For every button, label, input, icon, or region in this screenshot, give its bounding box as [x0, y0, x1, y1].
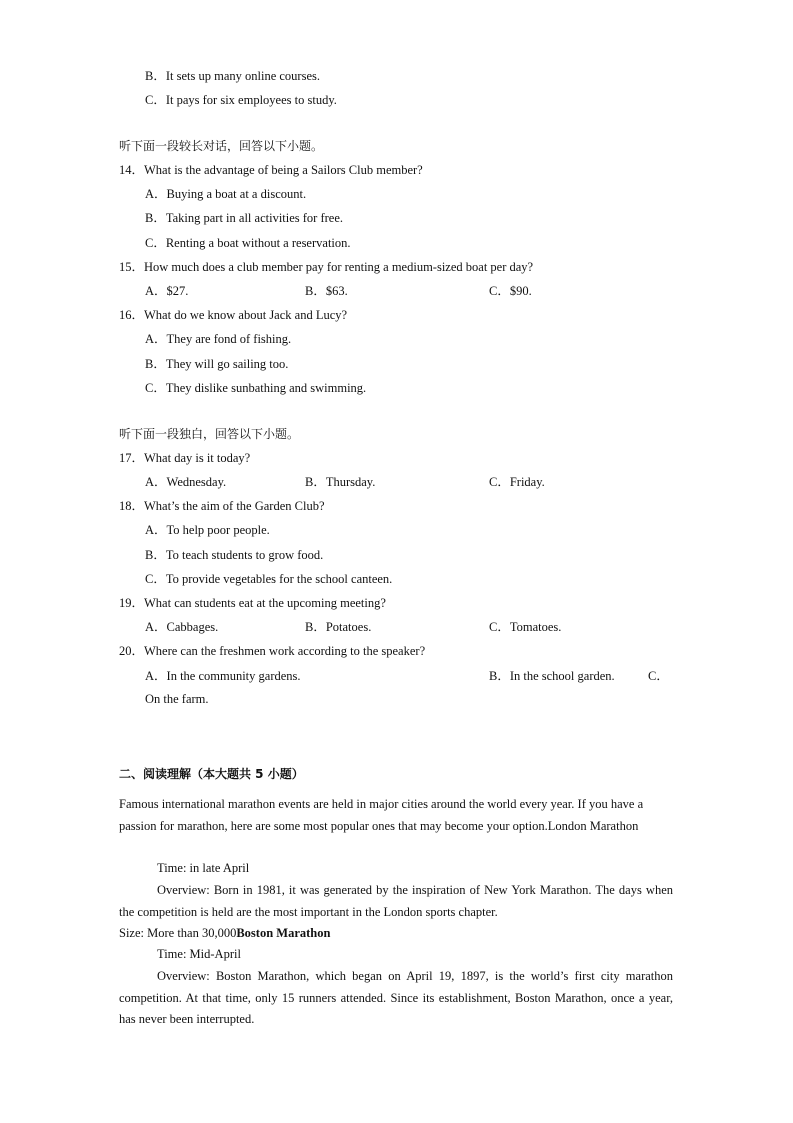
q15-option-a: A．$27.	[145, 284, 189, 298]
q19-option-b: B．Potatoes.	[305, 620, 372, 634]
q14-option-a: A．Buying a boat at a discount.	[145, 187, 307, 201]
london-size-line	[119, 923, 673, 945]
reading-intro: Famous international marathon events are held in major cities around the world every year. If you have a passion for marathon, here are some most popular ones that may become your option.	[119, 797, 644, 833]
question-19-stem: 19．What can students eat at the upcoming meeting?	[119, 596, 386, 610]
q19-option-a: A．Cabbages.	[145, 620, 219, 634]
london-size: Size: More than 30,000	[119, 926, 237, 940]
q18-option-c: C．To provide vegetables for the school canteen.	[145, 572, 393, 586]
q15-option-c: C．$90.	[489, 284, 532, 298]
q13-option-c: C．It pays for six employees to study.	[145, 93, 337, 107]
london-overview: Overview: Born in 1981, it was generated by the inspiration of New York Marathon. The days when the competition is held are the most important in the London sports chapter.	[119, 883, 673, 919]
q14-option-c: C．Renting a boat without a reservation.	[145, 236, 351, 250]
q16-option-a: A．They are fond of fishing.	[145, 332, 292, 346]
q16-option-c: C．They dislike sunbathing and swimming.	[145, 381, 367, 395]
question-14-stem: 14．What is the advantage of being a Sailors Club member?	[119, 163, 423, 177]
boston-time: Time: Mid-April	[157, 947, 241, 961]
question-18-stem: 18．What’s the aim of the Garden Club?	[119, 499, 325, 513]
question-16-stem: 16．What do we know about Jack and Lucy?	[119, 308, 348, 322]
q20-option-c-text: On the farm.	[145, 692, 209, 706]
section-heading-dialog: 听下面一段较长对话，回答以下小题。	[119, 139, 324, 153]
q15-option-b: B．$63.	[305, 284, 348, 298]
q13-option-b: B．It sets up many online courses.	[145, 69, 320, 83]
london-title: London Marathon	[547, 818, 639, 833]
question-15-stem: 15．How much does a club member pay for renting a medium-sized boat per day?	[119, 260, 534, 274]
q17-option-b: B．Thursday.	[305, 475, 376, 489]
section-heading-monologue: 听下面一段独白，回答以下小题。	[119, 427, 300, 441]
boston-overview: Overview: Boston Marathon, which began on April 19, 1897, is the world’s first city marathon competition. At that time, only 15 runners attended. Since its establishment, Boston Marathon, once a year, has never been interrupted.	[119, 969, 673, 1026]
q17-option-c: C．Friday.	[489, 475, 545, 489]
reading-intro-paragraph	[119, 794, 673, 837]
q18-option-a: A．To help poor people.	[145, 523, 270, 537]
q18-option-b: B．To teach students to grow food.	[145, 548, 324, 562]
question-17-stem: 17．What day is it today?	[119, 451, 251, 465]
q20-option-a: A．In the community gardens.	[145, 669, 301, 683]
boston-title: Boston Marathon	[236, 926, 331, 940]
q17-option-a: A．Wednesday.	[145, 475, 227, 489]
q20-option-b: B．In the school garden.	[489, 669, 615, 683]
question-20-stem: 20．Where can the freshmen work according to the speaker?	[119, 644, 426, 658]
q16-option-b: B．They will go sailing too.	[145, 357, 289, 371]
q19-option-c: C．Tomatoes.	[489, 620, 562, 634]
london-time: Time: in late April	[157, 861, 250, 875]
reading-section-heading: 二、阅读理解（本大题共 5 小题）	[119, 767, 304, 781]
q20-option-c-label: C．	[648, 669, 669, 683]
q14-option-b: B．Taking part in all activities for free.	[145, 211, 344, 225]
